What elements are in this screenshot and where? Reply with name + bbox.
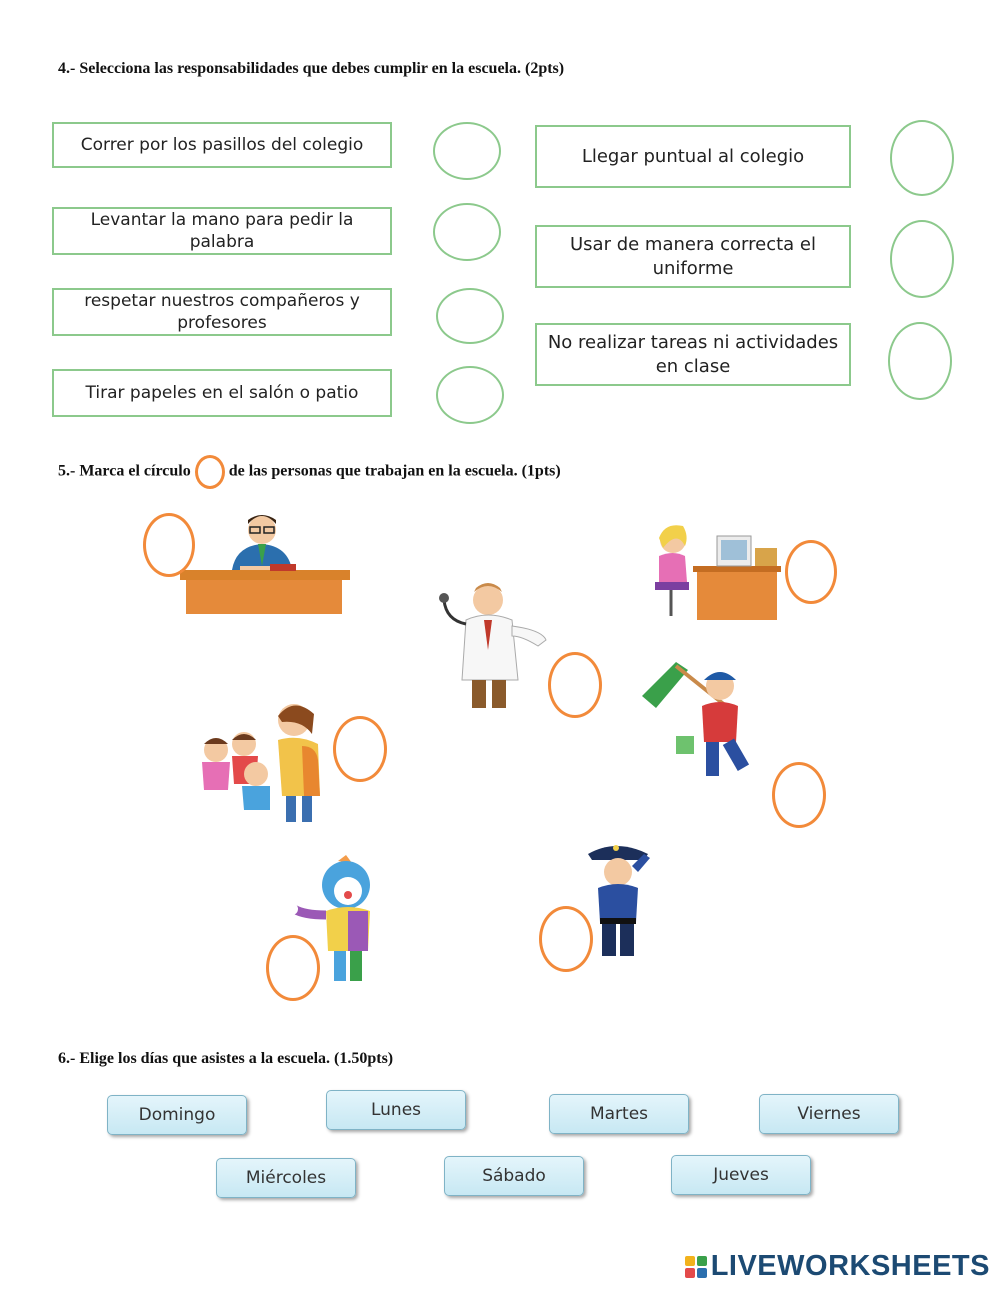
select-circle-levantar-mano[interactable] — [433, 203, 501, 261]
option-respetar: respetar nuestros compañeros y profesores — [52, 288, 392, 336]
option-correr: Correr por los pasillos del colegio — [52, 122, 392, 168]
question-5-title-start: 5.- Marca el círculo — [58, 462, 191, 480]
day-button-domingo[interactable]: Domingo — [107, 1095, 247, 1135]
teacher-illustration — [180, 508, 350, 620]
option-llegar-puntual: Llegar puntual al colegio — [535, 125, 851, 188]
brand-name: LIVEWORKSHEETS — [710, 1250, 990, 1282]
day-button-viernes[interactable]: Viernes — [759, 1094, 899, 1134]
mother-children-illustration — [190, 700, 340, 826]
mark-circle-clown[interactable] — [266, 935, 320, 1001]
day-button-lunes[interactable]: Lunes — [326, 1090, 466, 1130]
select-circle-uniforme[interactable] — [890, 220, 954, 298]
mark-circle-mother[interactable] — [333, 716, 387, 782]
question-5-title-end: de las personas que trabajan en la escuela. (1pts) — [228, 462, 561, 480]
select-circle-tirar-papeles[interactable] — [436, 366, 504, 424]
select-circle-correr[interactable] — [433, 122, 501, 180]
brand-icon — [685, 1256, 707, 1278]
select-circle-llegar-puntual[interactable] — [890, 120, 954, 196]
day-button-sabado[interactable]: Sábado — [444, 1156, 584, 1196]
select-circle-no-realizar-tareas[interactable] — [888, 322, 952, 400]
mark-circle-janitor[interactable] — [772, 762, 826, 828]
mark-circle-doctor[interactable] — [548, 652, 602, 718]
janitor-illustration — [636, 656, 796, 784]
mark-circle-secretary[interactable] — [785, 540, 837, 604]
select-circle-respetar[interactable] — [436, 288, 504, 344]
liveworksheets-logo — [685, 1250, 990, 1283]
option-tirar-papeles: Tirar papeles en el salón o patio — [52, 369, 392, 417]
mark-circle-police[interactable] — [539, 906, 593, 972]
doctor-illustration — [438, 580, 550, 712]
option-uniforme: Usar de manera correcta el uniforme — [535, 225, 851, 288]
day-button-miercoles[interactable]: Miércoles — [216, 1158, 356, 1198]
option-levantar-mano: Levantar la mano para pedir la palabra — [52, 207, 392, 255]
option-no-realizar-tareas: No realizar tareas ni actividades en clase — [535, 323, 851, 386]
day-button-jueves[interactable]: Jueves — [671, 1155, 811, 1195]
question-5-title — [58, 455, 561, 489]
example-circle-icon — [195, 455, 225, 489]
mark-circle-teacher[interactable] — [143, 513, 195, 577]
secretary-illustration — [645, 520, 785, 622]
question-4-title: 4.- Selecciona las responsabilidades que debes cumplir en la escuela. (2pts) — [58, 60, 565, 77]
day-button-martes[interactable]: Martes — [549, 1094, 689, 1134]
question-6-title: 6.- Elige los días que asistes a la escuela. (1.50pts) — [58, 1050, 394, 1067]
